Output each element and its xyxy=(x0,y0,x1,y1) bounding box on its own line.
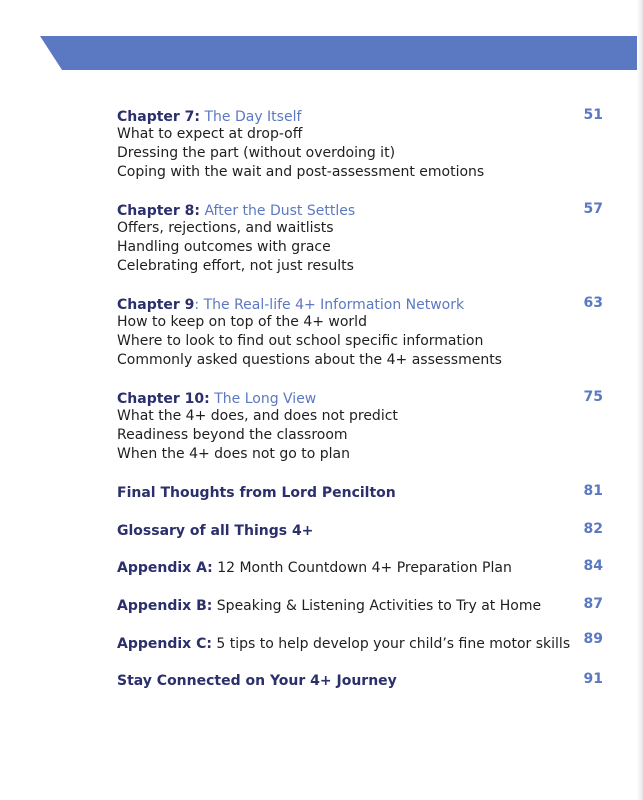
chapter-item: Offers, rejections, and waitlists xyxy=(117,220,334,236)
chapter-item: Celebrating effort, not just results xyxy=(117,258,354,274)
chapter-item: Commonly asked questions about the 4+ assessments xyxy=(117,352,502,368)
section-label: Appendix A: xyxy=(117,560,213,576)
chapter-label: Chapter 8: xyxy=(117,203,201,219)
section-label: Final Thoughts from Lord Pencilton xyxy=(117,485,396,501)
chapter-item: When the 4+ does not go to plan xyxy=(117,446,350,462)
toc-chapter-7[interactable] xyxy=(117,106,603,182)
chapter-item: What the 4+ does, and does not predict xyxy=(117,408,398,424)
section-label: Appendix C: xyxy=(117,636,212,652)
toc-final-thoughts[interactable] xyxy=(117,482,603,501)
section-label: Glossary of all Things 4+ xyxy=(117,523,314,539)
page-number: 91 xyxy=(583,671,603,687)
chapter-item: Where to look to find out school specific information xyxy=(117,333,484,349)
page-number: 89 xyxy=(583,631,603,647)
toc-glossary[interactable] xyxy=(117,520,603,539)
toc-chapter-10[interactable] xyxy=(117,388,603,464)
page-number: 63 xyxy=(583,295,603,311)
page-number: 82 xyxy=(583,521,603,537)
chapter-title: The Long View xyxy=(214,391,317,407)
section-label: Stay Connected on Your 4+ Journey xyxy=(117,673,397,689)
toc-stay-connected[interactable] xyxy=(117,670,603,689)
section-title: Speaking & Listening Activities to Try at Home xyxy=(212,598,542,614)
chapter-item: What to expect at drop-off xyxy=(117,126,303,142)
page-number: 57 xyxy=(583,201,603,217)
chapter-label: Chapter 10: xyxy=(117,391,210,407)
toc-chapter-9[interactable] xyxy=(117,294,603,370)
section-label: Appendix B: xyxy=(117,598,213,614)
header-band xyxy=(40,36,640,70)
chapter-item: Coping with the wait and post-assessment emotions xyxy=(117,164,485,180)
section-title: 12 Month Countdown 4+ Preparation Plan xyxy=(212,560,512,576)
page-number: 75 xyxy=(583,389,603,405)
chapter-title: : The Real-life 4+ Information Network xyxy=(194,297,465,313)
page-number: 81 xyxy=(583,483,603,499)
chapter-item: How to keep on top of the 4+ world xyxy=(117,314,367,330)
toc-appendix-b[interactable] xyxy=(117,595,603,614)
toc-appendix-a[interactable] xyxy=(117,557,603,576)
toc-chapter-8[interactable] xyxy=(117,200,603,276)
chapter-label: Chapter 9 xyxy=(117,297,195,313)
chapter-item: Dressing the part (without overdoing it) xyxy=(117,145,396,161)
chapter-label: Chapter 7: xyxy=(117,109,201,125)
page-number: 51 xyxy=(583,107,603,123)
chapter-item: Readiness beyond the classroom xyxy=(117,427,348,443)
page-number: 84 xyxy=(583,558,603,574)
section-title: 5 tips to help develop your child’s fine motor skills xyxy=(211,636,571,652)
chapter-item: Handling outcomes with grace xyxy=(117,239,331,255)
toc-appendix-c[interactable] xyxy=(117,633,603,652)
page-edge xyxy=(637,0,643,800)
page-number: 87 xyxy=(583,596,603,612)
chapter-title: The Day Itself xyxy=(204,109,302,125)
chapter-title: After the Dust Settles xyxy=(204,203,356,219)
